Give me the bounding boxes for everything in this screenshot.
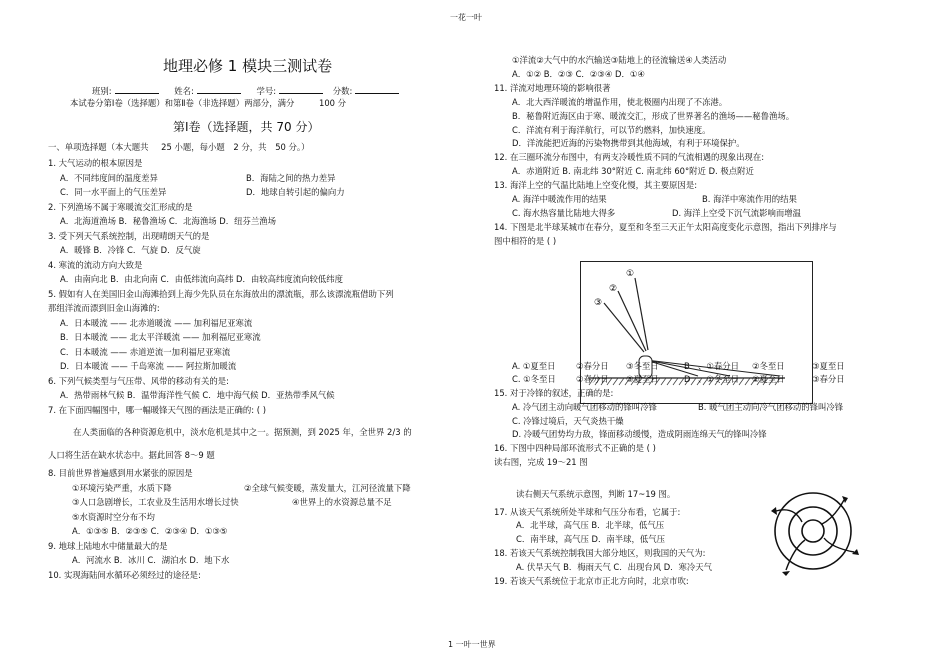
question-line: 19. 若该天气系统位于北京市正北方向时，北京市吹: [494,575,689,586]
question-line: A．暖锋 B．冷锋 C．气旋 D．反气旋 [60,245,201,255]
student-info [92,86,402,97]
question-line: 12. 在三圈环流分布图中，有两支冷暖性质不同的气流相遇的现象出现在: [494,152,765,163]
question-line: A．北大西洋暖流的增温作用，使北极圈内出现了不冻港。 [512,96,728,107]
question-line: ⑤水资源时空分布不均 [72,511,155,522]
ray-label-2: ② [609,284,618,294]
question-line: ②全球气候变暖，蒸发量大，江河径流量下降 [244,482,411,493]
option-cell: ②春分日 [576,374,609,384]
id-label: 学号: [256,86,277,96]
option-cell: ③夏至日 [626,374,659,384]
question-line: A．①③⑤ B．②③⑤ C．②③④ D．①③⑤ [72,526,228,536]
exam-title: 地理必修 1 模块三测试卷 [163,57,333,75]
option-cell: 、①冬至日 [698,374,740,384]
page-header: 一花一叶 [450,13,482,22]
page-footer: 1 一叶一世界 [448,640,496,649]
question-line: A．北半球，高气压 B．北半球，低气压 [516,520,665,531]
question-line: 10. 实现海陆间水循环必须经过的途径是: [48,569,201,580]
isobar-outer [775,493,851,569]
question-line: D．日本暖流 —— 千岛寒流 —— 阿拉斯加暖流 [60,361,237,371]
arrow-head [771,507,777,515]
arrow-head [782,571,790,576]
question-line: A．河流水 B．冰川 C．湖泊水 D．地下水 [72,555,230,565]
question-line: ③人口急剧增长，工农业及生活用水增长过快 [72,497,239,507]
isobar-inner [802,520,824,542]
part-text-3: 2 分，共 [233,142,267,152]
question-line: 11. 洋流对地理环境的影响很著 [494,82,611,93]
option-cell: ②春分日 [576,361,609,371]
ray-label-1: ① [626,269,635,279]
question-line: 1. 大气运动的根本原因是 [48,158,143,168]
section-title: 第Ⅰ卷（选择题，共 70 分） [173,120,320,134]
exam-intro [70,99,346,109]
question-line: B. 海洋中寒流作用的结果 [702,194,797,204]
question-line: D．地球自转引起的偏向力 [246,187,345,197]
question-line: D. 海洋上空受下沉气流影响而增温 [672,207,802,218]
question-line: 7. 在下面四幅图中，哪一幅暖锋天气图的画法是正确的: ( ) [48,404,266,415]
question-line: A．日本暖流 —— 北赤道暖流 —— 加利福尼亚寒流 [60,317,253,328]
question-line: 2. 下列渔场不属于寒暖流交汇形成的是 [48,201,193,212]
name-blank[interactable] [197,86,241,94]
arrow-heads [771,496,859,576]
weather-system-diagram [764,486,864,578]
question-line: 读右图，完成 19～21 图 [494,457,588,467]
question-line: B．海陆之间的热力差异 [246,172,336,183]
intro-text: 本试卷分第Ⅰ卷（选择题）和第Ⅱ卷（非选择题）两部分，满分 [70,98,295,108]
question-line: 14. 下图是北半球某城市在春分，夏至和冬至三天正午太阳高度变化示意图，指出下列排序与 [494,221,837,232]
class-label: 班别: [92,86,112,96]
class-blank[interactable] [115,86,159,94]
question-line: C．南半球，高气压 D．南半球，低气压 [516,534,665,545]
question-line: ①洋流②大气中的水汽输送③陆地上的径流输送④人类活动 [512,55,727,65]
question-line: C. 海水热容量比陆地大得多 [512,207,616,218]
question-line: C．同一水平面上的气压差异 [60,187,167,197]
question-line: 8. 目前世界普遍感到用水紧张的原因是 [48,468,193,478]
option-cell: ③冬至日 [626,361,659,371]
question-line: C．日本暖流 —— 赤道逆流一加利福尼亚寒流 [60,346,231,357]
question-line: A. 伏旱天气 B．梅雨天气 C．出现台风 D．寒冷天气 [516,561,713,572]
wind-arrow [822,500,844,524]
score-label: 分数: [332,86,353,96]
id-blank[interactable] [279,86,323,94]
question-line: A. 海洋中暖流作用的结果 [512,194,607,204]
question-line: B．日本暖流 —— 北太平洋暖流 —— 加利福尼亚寒流 [60,332,261,342]
question-line: 人口将生活在缺水状态中。据此回答 8～9 题 [48,449,215,460]
option-cell: ③春分日 [812,374,845,384]
question-line: C. 冷锋过境后，天气炎热干燥 [512,415,624,426]
part-text-4: 50 分。） [275,142,310,152]
question-line: 5. 假如有人在美国旧金山海滩拾到上海少先队员在东海放出的漂流瓶，那么该漂流瓶借助下列 [48,288,394,299]
question-line: A．由南向北 B．由北向南 C．由低纬流向高纬 D．由较高纬度流向较低纬度 [60,274,344,284]
part-text-1: 一、单项选择题（本大题共 [48,142,149,152]
question-line: A．热带雨林气候 B．温带海洋性气候 C．地中海气候 D．亚热带季风气候 [60,390,335,400]
question-line: A．赤道附近 B. 南北纬 30°附近 C. 南北纬 60°附近 D. 极点附近 [512,166,754,177]
option-cell: ②冬至日 [752,361,785,371]
question-line: D. 冷暖气团势均力敌，锋面移动缓慢，造成阴雨连绵天气的锋叫冷锋 [512,429,767,440]
question-line: 3. 受下列天气系统控制，出现晴朗天气的是 [48,230,210,241]
intro-score: 100 分 [319,98,347,108]
question-line: 16. 下图中四种局部环流形式不正确的是 ( ) [494,443,656,454]
question-line: ①环境污染严重，水质下降 [72,482,172,493]
question-line: 18. 若该天气系统控制我国大部分地区，则我国的天气为: [494,548,706,558]
question-line: 9. 地球上陆地水中储量最大的是 [48,540,168,551]
ray-label-3: ③ [594,298,603,308]
question-line: 6. 下列气候类型与气压带、风带的移动有关的是: [48,375,229,386]
question-line: A．不同纬度间的温度差异 [60,172,158,183]
question-line: 4. 寒流的流动方向大致是 [48,259,143,270]
option-cell: C. ①冬至日 [512,374,556,384]
part-text-2: 25 小题，每小题 [161,142,225,152]
option-cell: ③夏至日 [812,361,845,371]
question-line: D．洋流能把近海的污染物携带到其他海域，有利于环境保护。 [512,138,745,149]
question-line: 读右侧天气系统示意图，判断 17~19 图。 [516,488,676,499]
option-cell: 、①春分日 [698,361,740,371]
question-line: A．北海道渔场 B．秘鲁渔场 C．北海渔场 D．纽芬兰渔场 [60,216,277,226]
question-line: B．秘鲁附近海区由于寒、暖流交汇，形成了世界著名的渔场——秘鲁渔场。 [512,110,795,121]
name-label: 姓名: [174,86,194,96]
question-line: A．①② B．②③ C．②③④ D．①④ [512,68,645,79]
question-line: 17. 从该天气系统所处半球和气压分布看，它属于: [494,506,681,517]
question-line: 在人类面临的各种资源危机中，淡水危机是其中之一。据预测，到 2025 年，全世界 2/3 的 [73,427,412,437]
question-line: B. 暖气团主动向冷气团移动的锋叫冷锋 [698,401,844,412]
question-line: C．洋流有利于海洋航行，可以节约燃料，加快速度。 [512,124,711,135]
question-line: 13. 海洋上空的气温比陆地上空变化慢，其主要原因是: [494,180,698,191]
question-line: ④世界上的水资源总量不足 [292,497,392,507]
score-blank[interactable] [355,86,399,94]
option-cell: D [684,374,691,384]
option-cell: A. ①夏至日 [512,361,556,371]
question-line: 图中相符的是 ( ) [494,235,557,246]
question-line: A. 冷气团主动向暖气团移动的锋叫冷锋 [512,401,657,412]
option-cell: ②夏至日 [752,374,785,384]
question-line: 那组洋流而漂到旧金山海滩的: [48,303,160,313]
option-cell: B [684,361,690,371]
part-heading [48,143,309,153]
question-line: 15. 对于冷锋的叙述，正确的是: [494,388,614,398]
